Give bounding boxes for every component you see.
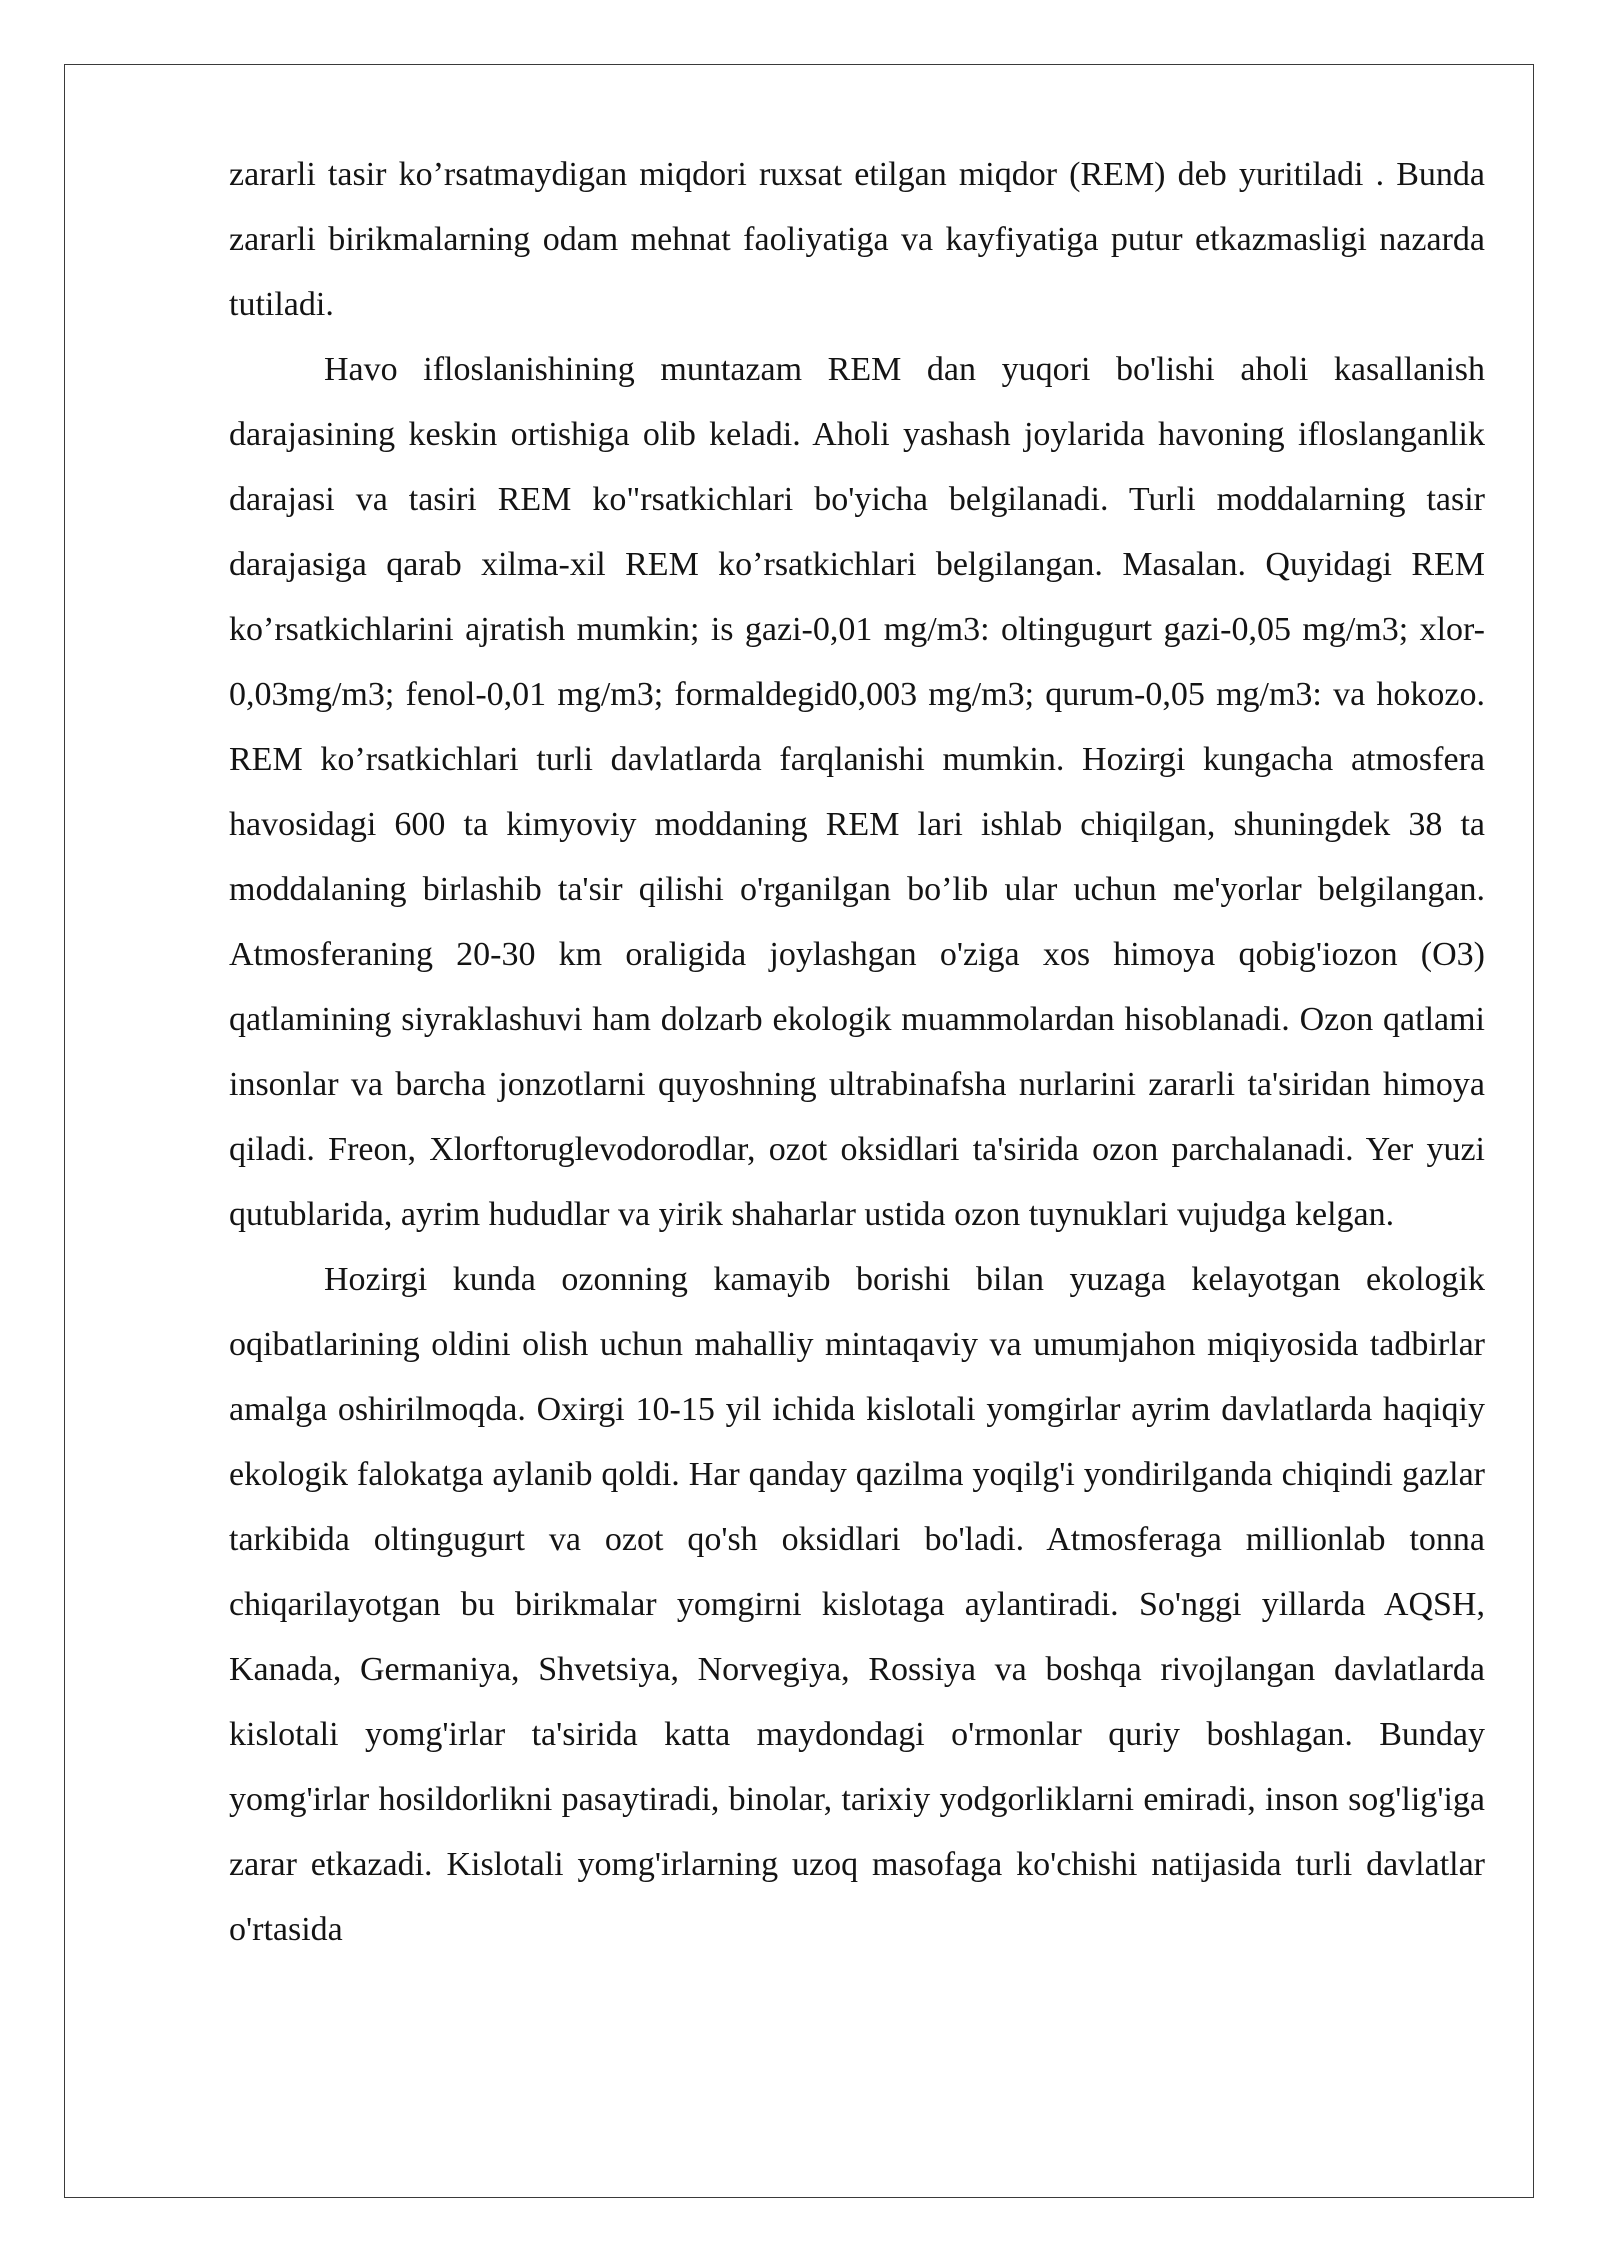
document-body (229, 142, 1485, 1962)
paragraph-air-pollution: Havo ifloslanishining muntazam REM dan yuqori bo'lishi aholi kasallanish darajasining keskin ortishiga olib keladi. Aholi yashash joylarida havoning ifloslanganlik darajasi va tasiri REM ko"rsatkichlari bo'yicha belgilanadi. Turli moddalarning tasir darajasiga qarab xilma-xil REM ko’rsatkichlari belgilangan. Masalan. Quyidagi REM ko’rsatkichlarini ajratish mumkin; is gazi-0,01 mg/m3: oltingugurt gazi-0,05 mg/m3; xlor-0,03mg/m3; fenol-0,01 mg/m3; formaldegid0,003 mg/m3; qurum-0,05 mg/m3: va hokozo. REM ko’rsatkichlari turli davlatlarda farqlanishi mumkin. Hozirgi kungacha atmosfera havosidagi 600 ta kimyoviy moddaning REM lari ishlab chiqilgan, shuningdek 38 ta moddalaning birlashib ta'sir qilishi o'rganilgan bo’lib ular uchun me'yorlar belgilangan. Atmosferaning 20-30 km oraligida joylashgan o'ziga xos himoya qobig'iozon (O3) qatlamining siyraklashuvi ham dolzarb ekologik muammolardan hisoblanadi. Ozon qatlami insonlar va barcha jonzotlarni quyoshning ultrabinafsha nurlarini zararli ta'siridan himoya qiladi. Freon, Xlorftoruglevodorodlar, ozot oksidlari ta'sirida ozon parchalanadi. Yer yuzi qutublarida, ayrim hududlar va yirik shaharlar ustida ozon tuynuklari vujudga kelgan. (229, 351, 1485, 1233)
paragraph-rem-definition: zararli tasir ko’rsatmaydigan miqdori ruxsat etilgan miqdor (REM) deb yuritiladi . Bunda zararli birikmalarning odam mehnat faoliyatiga va kayfiyatiga putur etkazmasligi nazarda tutiladi. (229, 156, 1485, 323)
paragraph-ozone-acid-rain: Hozirgi kunda ozonning kamayib borishi bilan yuzaga kelayotgan ekologik oqibatlarining oldini olish uchun mahalliy mintaqaviy va umumjahon miqiyosida tadbirlar amalga oshirilmoqda. Oxirgi 10-15 yil ichida kislotali yomgirlar ayrim davlatlarda haqiqiy ekologik falokatga aylanib qoldi. Har qanday qazilma yoqilg'i yondirilganda chiqindi gazlar tarkibida oltingugurt va ozot qo'sh oksidlari bo'ladi. Atmosferaga millionlab tonna chiqarilayotgan bu birikmalar yomgirni kislotaga aylantiradi. So'nggi yillarda AQSH, Kanada, Germaniya, Shvetsiya, Norvegiya, Rossiya va boshqa rivojlangan davlatlarda kislotali yomg'irlar ta'sirida katta maydondagi o'rmonlar quriy boshlagan. Bunday yomg'irlar hosildorlikni pasaytiradi, binolar, tarixiy yodgorliklarni emiradi, inson sog'lig'iga zarar etkazadi. Kislotali yomg'irlarning uzoq masofaga ko'chishi natijasida turli davlatlar o'rtasida (229, 1261, 1485, 1948)
